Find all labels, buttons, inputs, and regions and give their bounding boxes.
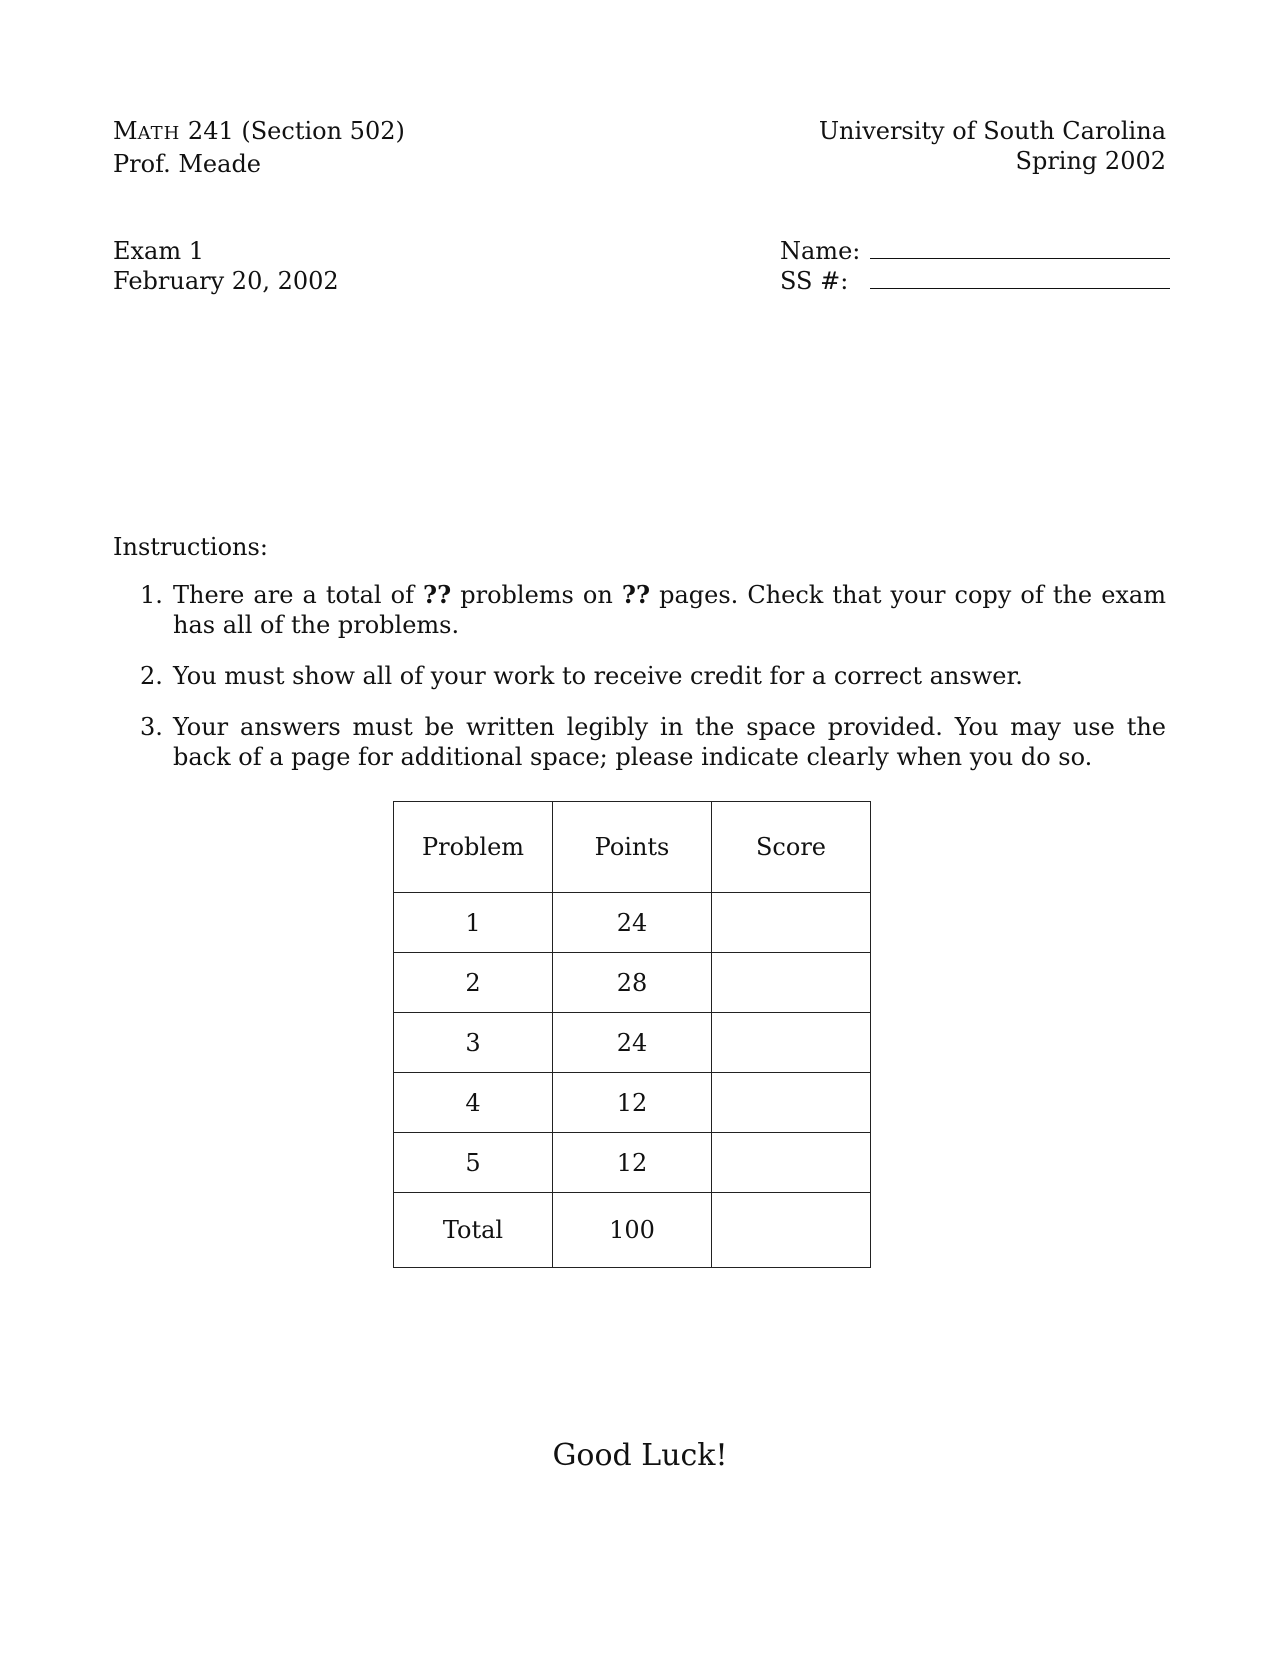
points-cell: 12 <box>553 1133 712 1193</box>
header-points: Points <box>553 802 712 893</box>
university-info <box>819 116 1166 176</box>
university-name: University of South Carolina <box>818 117 1166 145</box>
score-table <box>393 801 871 1268</box>
item-number: 2. <box>140 662 163 690</box>
unresolved-ref: ?? <box>621 580 651 609</box>
table-row <box>394 893 871 953</box>
course-info <box>113 116 405 179</box>
student-fields <box>780 236 1170 296</box>
ss-field-row <box>780 266 1170 296</box>
problem-cell: 4 <box>394 1073 553 1133</box>
name-label: Name: <box>780 237 861 265</box>
header-problem: Problem <box>394 802 553 893</box>
instruction-item <box>140 661 1166 691</box>
score-cell[interactable] <box>712 1073 871 1133</box>
problem-cell: 3 <box>394 1013 553 1073</box>
score-cell[interactable] <box>712 1133 871 1193</box>
points-cell: 24 <box>553 1013 712 1073</box>
instruction-item <box>140 712 1166 772</box>
score-cell[interactable] <box>712 1013 871 1073</box>
points-cell: 24 <box>553 893 712 953</box>
exam-date: February 20, 2002 <box>113 267 339 295</box>
points-cell: 12 <box>553 1073 712 1133</box>
name-blank[interactable] <box>870 258 1170 259</box>
professor-name: Prof. Meade <box>113 150 262 178</box>
points-cell: 28 <box>553 953 712 1013</box>
score-cell[interactable] <box>712 953 871 1013</box>
table-header-row <box>394 802 871 893</box>
table-row <box>394 953 871 1013</box>
total-label: Total <box>394 1193 553 1268</box>
table-row <box>394 1073 871 1133</box>
problem-cell: 5 <box>394 1133 553 1193</box>
table-row <box>394 1133 871 1193</box>
good-luck-message: Good Luck! <box>552 1438 728 1473</box>
exam-title: Exam 1 <box>113 237 205 265</box>
item-number: 1. <box>140 581 163 609</box>
instruction-item <box>140 580 1166 640</box>
total-points: 100 <box>553 1193 712 1268</box>
table-row <box>394 1013 871 1073</box>
item-text: There are a total of ?? problems on ?? pages. Check that your copy of the exam has all of the problems. <box>173 580 1166 639</box>
problem-cell: 2 <box>394 953 553 1013</box>
ss-blank[interactable] <box>870 288 1170 289</box>
header-score: Score <box>712 802 871 893</box>
instructions-list <box>140 580 1166 793</box>
item-text: Your answers must be written legibly in the space provided. You may use the back of a page for additional space; please indicate clearly when you do so. <box>173 713 1166 771</box>
exam-info <box>113 236 339 296</box>
term: Spring 2002 <box>1015 147 1166 175</box>
instructions-title: Instructions: <box>113 533 268 561</box>
item-number: 3. <box>140 713 163 741</box>
item-text: You must show all of your work to receive credit for a correct answer. <box>173 662 1023 690</box>
total-row <box>394 1193 871 1268</box>
ss-label: SS #: <box>780 267 849 295</box>
problem-cell: 1 <box>394 893 553 953</box>
total-score-cell[interactable] <box>712 1193 871 1268</box>
name-field-row <box>780 236 1170 266</box>
score-cell[interactable] <box>712 893 871 953</box>
unresolved-ref: ?? <box>423 580 452 609</box>
course-title: MATH 241 (Section 502) <box>113 117 405 145</box>
